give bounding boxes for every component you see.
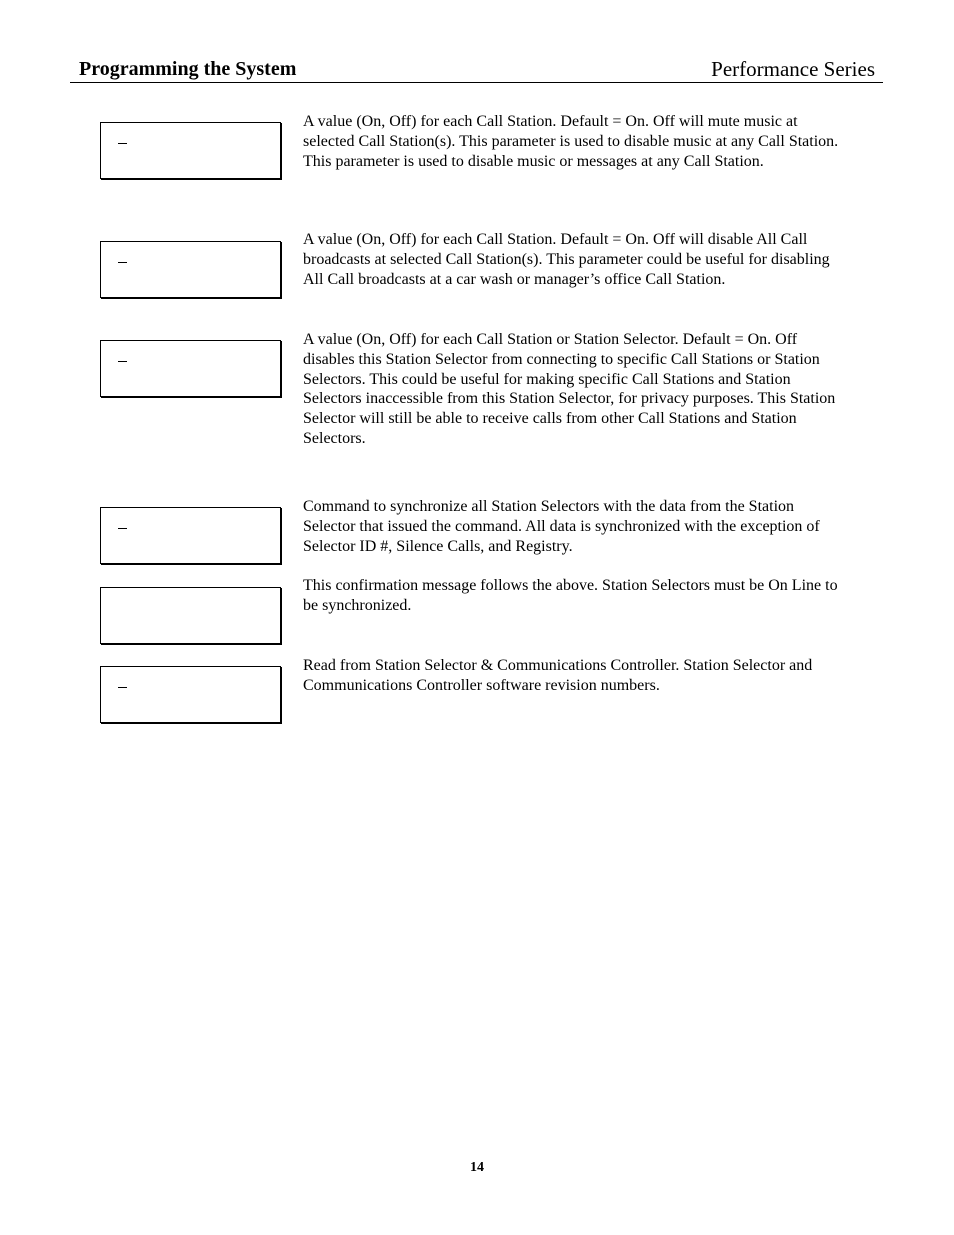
cursor-indicator (118, 143, 127, 144)
series-name: Performance Series (711, 57, 875, 81)
parameter-description: A value (On, Off) for each Call Station or Station Selector. Default = On. Off disables this Station Selector from connecting to specific Call Stations or Station Selectors. This could be useful for making specific Call Stations and Station Selectors inaccessible from this Station Selector, for privacy purposes. This Station Selector will still be able to receive calls from other Call Stations and Station Selectors. (303, 331, 836, 447)
cursor-indicator (118, 262, 127, 263)
lcd-display-box (100, 666, 281, 723)
lcd-display-box (100, 340, 281, 397)
lcd-display-box (100, 507, 281, 564)
parameter-description: A value (On, Off) for each Call Station. Default = On. Off will mute music at selected Call Station(s). This parameter is used to disable music at any Call Station. This parameter is used to disable music or messages at any Call Station. (303, 113, 839, 170)
parameter-description: Command to synchronize all Station Selectors with the data from the Station Selector that issued the command. All data is synchronized with the exception of Selector ID #, Silence Calls, and Registry. (303, 498, 820, 555)
page-number: 14 (470, 1160, 484, 1175)
parameter-description: This confirmation message follows the above. Station Selectors must be On Line to be synchronized. (303, 577, 838, 614)
lcd-display-box (100, 122, 281, 179)
section-title: Programming the System (79, 58, 297, 80)
cursor-indicator (118, 687, 127, 688)
cursor-indicator (118, 361, 127, 362)
parameter-description: Read from Station Selector & Communications Controller. Station Selector and Communications Controller software revision numbers. (303, 657, 813, 694)
page-header (70, 56, 883, 83)
parameter-description: A value (On, Off) for each Call Station. Default = On. Off will disable All Call broadcasts at selected Call Station(s). This parameter could be useful for disabling All Call broadcasts at a car wash or manager’s office Call Station. (303, 231, 830, 288)
lcd-display-box (100, 587, 281, 644)
lcd-display-box (100, 241, 281, 298)
cursor-indicator (118, 528, 127, 529)
